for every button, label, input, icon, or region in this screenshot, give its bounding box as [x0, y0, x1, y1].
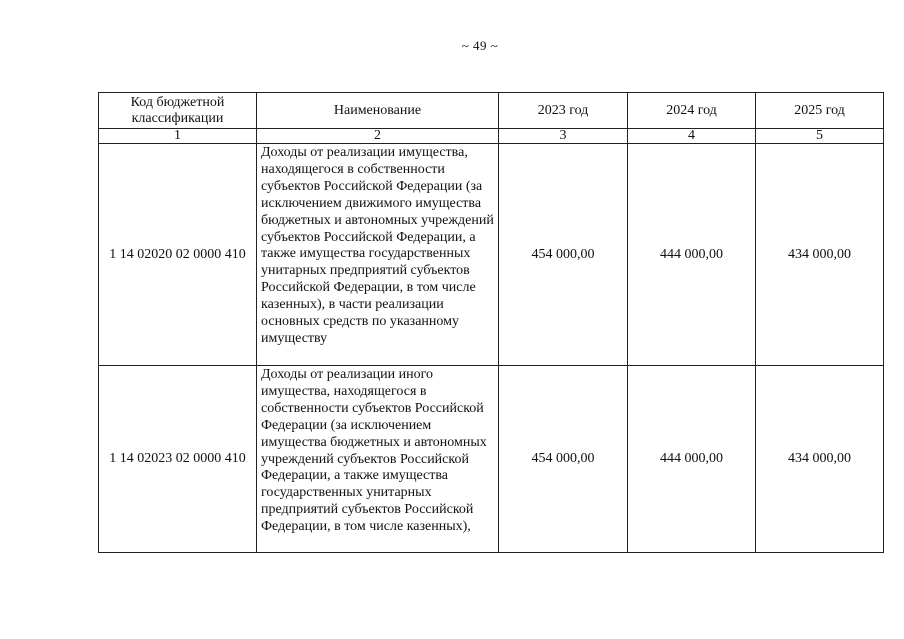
- column-number: 2: [257, 129, 499, 144]
- column-number: 5: [756, 129, 884, 144]
- amount-2023: 454 000,00: [499, 144, 628, 366]
- table-row: [99, 366, 884, 553]
- amount-2025: 434 000,00: [756, 144, 884, 366]
- budget-table: [98, 92, 884, 553]
- budget-code: 1 14 02023 02 0000 410: [99, 366, 257, 553]
- header-2024: 2024 год: [628, 93, 756, 129]
- income-name: Доходы от реализации имущества, находящегося в собственности субъектов Российской Федерации (за исключением движимого имущества бюджетных и автономных учреждений субъектов Российской Федерации, а также имущества государственных унитарных предприятий субъектов Российской Федерации, в том числе казенных), в части реализации основных средств по указанному имуществу: [257, 144, 499, 366]
- amount-2025: 434 000,00: [756, 366, 884, 553]
- budget-code: 1 14 02020 02 0000 410: [99, 144, 257, 366]
- table-row: [99, 144, 884, 366]
- column-number: 3: [499, 129, 628, 144]
- amount-2024: 444 000,00: [628, 366, 756, 553]
- column-number-row: [99, 129, 884, 144]
- header-name: Наименование: [257, 93, 499, 129]
- amount-2023: 454 000,00: [499, 366, 628, 553]
- amount-2024: 444 000,00: [628, 144, 756, 366]
- header-code: Код бюджетной классификации: [99, 93, 257, 129]
- table-header-row: [99, 93, 884, 129]
- column-number: 1: [99, 129, 257, 144]
- income-name: Доходы от реализации иного имущества, находящегося в собственности субъектов Российской Федерации (за исключением имущества бюджетных и автономных учреждений субъектов Российской Федерации, а также имущества государственных унитарных предприятий субъектов Российской Федерации, в том числе казенных),: [257, 366, 499, 553]
- page-number: ~ 49 ~: [461, 38, 499, 53]
- column-number: 4: [628, 129, 756, 144]
- header-2023: 2023 год: [499, 93, 628, 129]
- header-2025: 2025 год: [756, 93, 884, 129]
